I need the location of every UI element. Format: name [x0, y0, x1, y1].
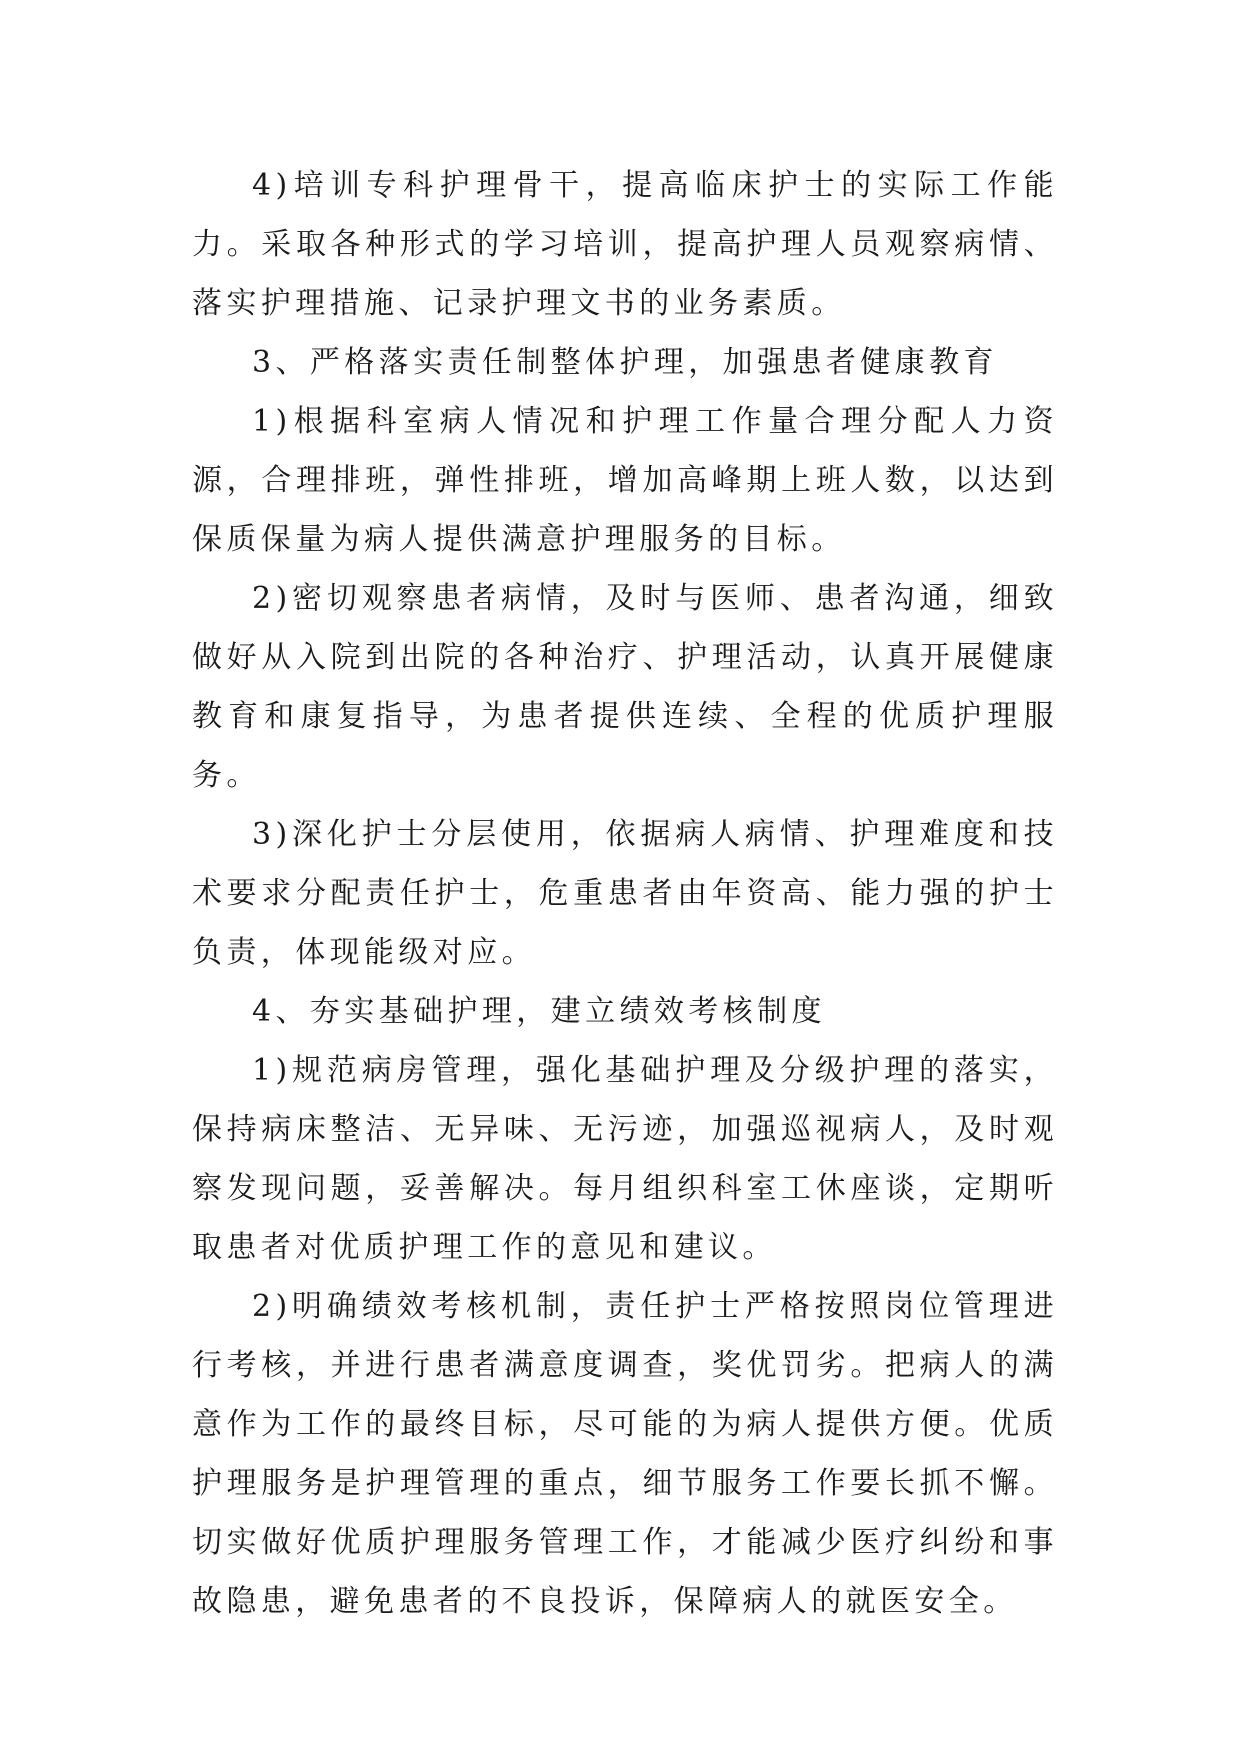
paragraph-ward-management-item: 1)规范病房管理，强化基础护理及分级护理的落实，保持病床整洁、无异味、无污迹，加强巡视病人，及时观察发现问题，妥善解决。每月组织科室工休座谈，定期听取患者对优质护理工作的意见和建议。	[192, 1053, 1058, 1265]
section-heading-responsibility-nursing: 3、严格落实责任制整体护理，加强患者健康教育	[252, 345, 998, 380]
paragraph-training-item: 4)培训专科护理骨干，提高临床护士的实际工作能力。采取各种形式的学习培训，提高护理人员观察病情、落实护理措施、记录护理文书的业务素质。	[192, 168, 1058, 321]
section-heading-basic-care: 4、夯实基础护理，建立绩效考核制度	[252, 994, 826, 1029]
paragraph-observation-item: 2)密切观察患者病情，及时与医师、患者沟通，细致做好从入院到出院的各种治疗、护理活动，认真开展健康教育和康复指导，为患者提供连续、全程的优质护理服务。	[192, 581, 1058, 793]
paragraph-performance-item: 2)明确绩效考核机制，责任护士严格按照岗位管理进行考核，并进行患者满意度调查，奖优罚劣。把病人的满意作为工作的最终目标，尽可能的为病人提供方便。优质护理服务是护理管理的重点，细节服务工作要长抓不懈。切实做好优质护理服务管理工作，才能减少医疗纠纷和事故隐患，避免患者的不良投诉，保障病人的就医安全。	[192, 1289, 1058, 1619]
paragraph-tiered-nursing-item: 3)深化护士分层使用，依据病人病情、护理难度和技术要求分配责任护士，危重患者由年资高、能力强的护士负责，体现能级对应。	[192, 817, 1058, 970]
paragraph-staffing-item: 1)根据科室病人情况和护理工作量合理分配人力资源，合理排班，弹性排班，增加高峰期上班人数，以达到保质保量为病人提供满意护理服务的目标。	[192, 404, 1058, 557]
document-body	[192, 156, 1058, 1631]
